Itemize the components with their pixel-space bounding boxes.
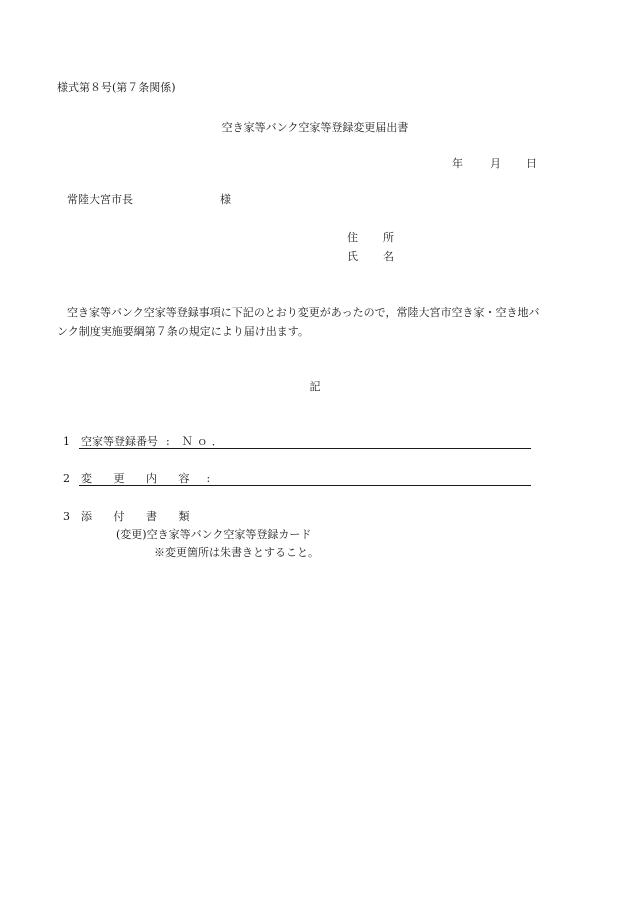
item-colon: :: [166, 435, 170, 448]
attachment-note: ※変更箇所は朱書きとすること。: [154, 546, 319, 559]
item-number: 3: [63, 510, 70, 523]
registration-number-prefix: Ｎｏ．: [181, 435, 227, 448]
item-registration-number: [63, 436, 227, 447]
address-label-second: 所: [383, 231, 394, 244]
date-month-label: 月: [490, 157, 501, 170]
body-text-line-2: ンク制度実施要綱第７条の規定により届け出ます。: [57, 325, 309, 338]
address-label-first: 住: [347, 231, 358, 244]
item-label: 変 更 内 容: [81, 472, 199, 485]
item-label: 空家等登録番号: [81, 435, 158, 448]
name-label-first: 氏: [347, 250, 358, 263]
document-title: 空き家等バンク空家等登録変更届出書: [221, 121, 409, 134]
item-attachments: [63, 511, 199, 522]
form-number: 様式第８号(第７条関係): [57, 81, 176, 94]
item-change-details: [63, 473, 210, 484]
name-label-second: 名: [383, 250, 394, 263]
change-details-underline: [79, 485, 531, 486]
registration-number-underline: [79, 448, 531, 449]
body-text-line-1: 空き家等バンク空家等登録事項に下記のとおり変更があったので，常陸大宮市空き家・空き地バ: [67, 306, 540, 319]
addressee-honorific: 様: [220, 193, 231, 206]
item-number: 2: [63, 472, 70, 485]
item-colon: :: [206, 472, 211, 485]
attachment-line-1: (変更)空き家等バンク空家等登録カード: [116, 528, 312, 541]
item-number: 1: [63, 435, 70, 448]
item-label: 添 付 書 類: [81, 510, 199, 523]
ki-heading: 記: [309, 380, 321, 393]
date-year-label: 年: [452, 157, 463, 170]
date-day-label: 日: [526, 157, 537, 170]
addressee-name: 常陸大宮市長: [67, 193, 133, 206]
